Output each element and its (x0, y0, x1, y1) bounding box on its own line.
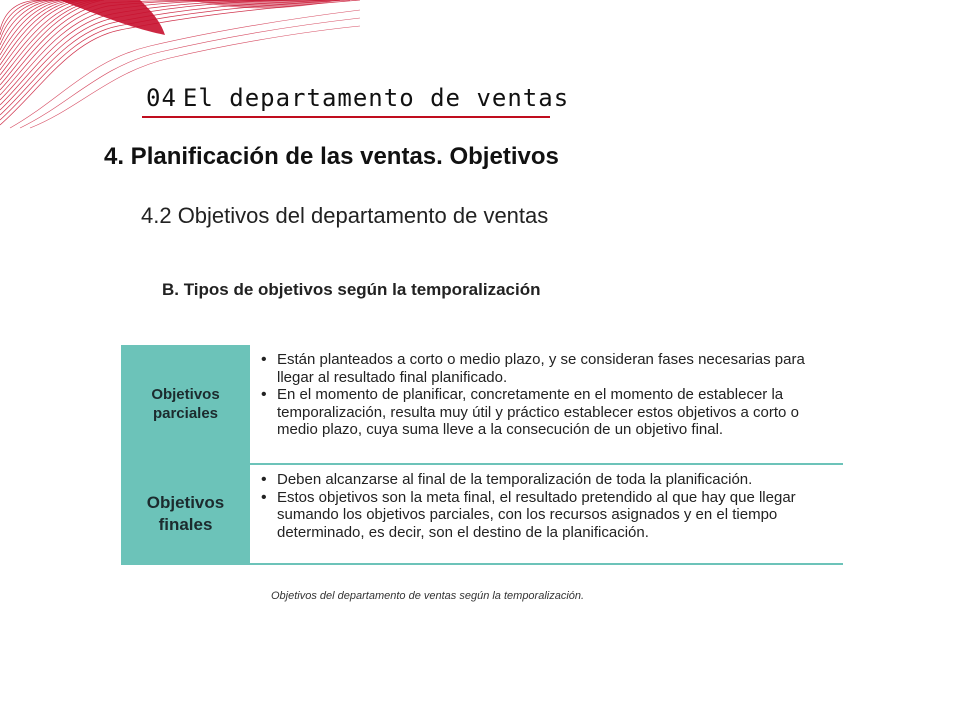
table-bottom-border (121, 563, 843, 565)
page-title: 4. Planificación de las ventas. Objetivos (104, 143, 559, 170)
list-item: • Están planteados a corto o medio plazo, y se consideran fases necesarias para llegar al resultado final planificado. (259, 351, 839, 386)
row-label-cell (121, 465, 250, 563)
row-label-cell (121, 345, 250, 463)
bullet-list (259, 471, 839, 541)
table-row (121, 465, 843, 563)
row-label: Objetivos (146, 493, 225, 512)
row-label: Objetivos (151, 386, 220, 403)
list-item: • Estos objetivos son la meta final, el resultado pretendido al que hay que llegar sumando los objetivos parciales, con los recursos asignados y en el tiempo determinado, es decir, son el destino de la planificación. (259, 489, 839, 542)
row-label: finales (158, 515, 213, 534)
page-subtitle: 4.2 Objetivos del departamento de ventas (141, 203, 549, 228)
list-item: • Deben alcanzarse al final de la temporalización de toda la planificación. (259, 471, 839, 489)
bullet-list (259, 351, 839, 439)
chapter-number: 04 (146, 84, 177, 112)
section-title: B. Tipos de objetivos según la temporalización (162, 280, 541, 299)
table-caption: Objetivos del departamento de ventas según la temporalización. (271, 590, 585, 602)
objectives-table (121, 345, 843, 563)
chapter-title: El departamento de ventas (182, 84, 570, 112)
row-label: parciales (152, 405, 219, 422)
chapter-underline (142, 116, 550, 118)
list-item: • En el momento de planificar, concretamente en el momento de establecer la temporalización, resulta muy útil y práctico establecer estos objetivos a corto o medio plazo, cuya suma lleve a la consecución de un objetivo final. (259, 386, 839, 439)
chapter-header (146, 84, 591, 116)
table-row (121, 345, 843, 463)
